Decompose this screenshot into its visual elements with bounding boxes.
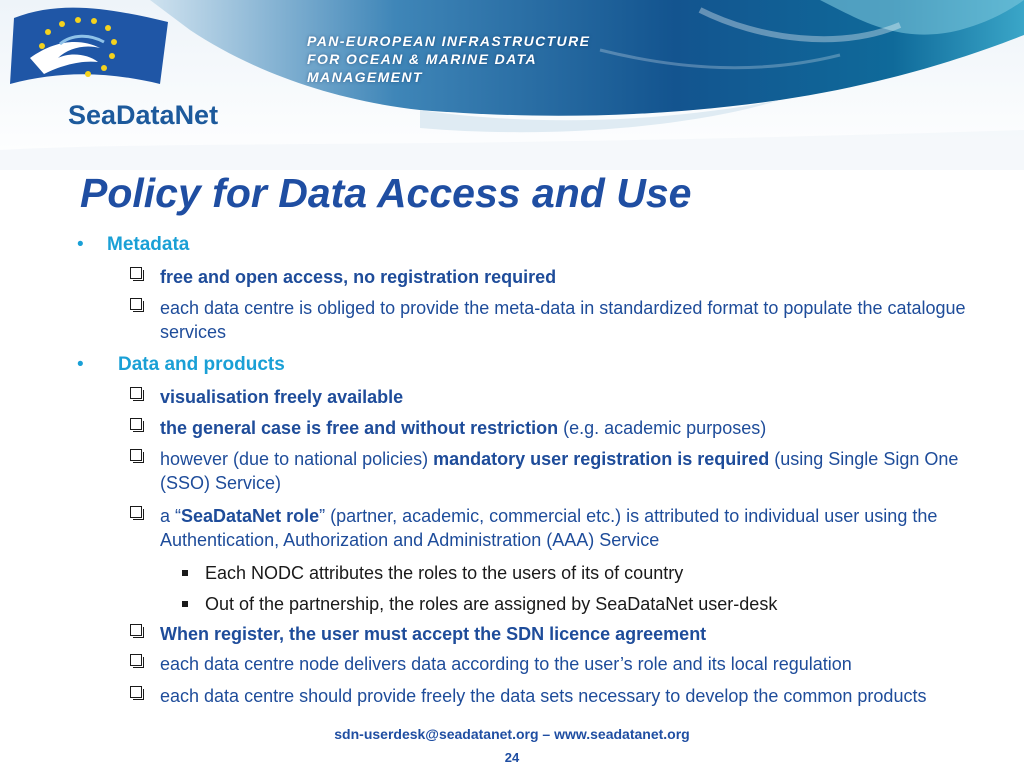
sub-list-item-text: Out of the partnership, the roles are assigned by SeaDataNet user-desk [205, 594, 778, 614]
bullet-data-and-products [77, 354, 285, 376]
bullet-data-and-products-heading: Data and products [118, 354, 285, 375]
bullet-dot: • [77, 234, 84, 255]
sub-list-item-text: Each NODC attributes the roles to the users of its of country [205, 563, 684, 583]
list-item-text: ” (partner, academic, commercial etc.) is attributed to individual user using the Authentication, Authorization and Administration (AAA) Service [160, 506, 938, 550]
list-item [160, 447, 970, 495]
list-item-text: (using Single Sign One (SSO) Service) [160, 449, 959, 493]
brand-name: SeaDataNet [68, 100, 219, 130]
slide-title: Policy for Data Access and Use [80, 170, 692, 216]
list-item-text: each data centre should provide freely the data sets necessary to develop the common products [160, 686, 927, 706]
list-item-bold-text: SeaDataNet role [181, 506, 320, 526]
bullet-dot: • [77, 354, 84, 375]
list-item-bold-text: mandatory user registration is required [433, 449, 770, 469]
list-item [160, 684, 990, 708]
checkbox-bullet-icon [130, 654, 142, 666]
checkbox-bullet-icon [130, 387, 142, 399]
square-bullet-icon [182, 601, 188, 607]
checkbox-bullet-icon [130, 506, 142, 518]
bullet-metadata-heading: Metadata [107, 234, 190, 255]
list-item [160, 416, 1000, 440]
sub-list-item [205, 592, 777, 616]
list-item-text: each data centre is obliged to provide the meta-data in standardized format to populate the catalogue services [160, 298, 966, 342]
list-item [160, 296, 990, 344]
list-item-text: (e.g. academic purposes) [558, 418, 767, 438]
sub-list-item [205, 561, 683, 585]
list-item-text: free and open access, no registration required [160, 267, 557, 287]
header-banner [0, 0, 1024, 170]
list-item-text: When register, the user must accept the SDN licence agreement [160, 624, 707, 644]
checkbox-bullet-icon [130, 686, 142, 698]
tagline-line-2: FOR OCEAN & MARINE DATA [307, 51, 538, 67]
list-item-text: however (due to national policies) [160, 449, 434, 469]
list-item [160, 652, 1000, 676]
footer-contact[interactable]: sdn-userdesk@seadatanet.org – www.seadatanet.org [334, 726, 690, 742]
list-item [160, 265, 1000, 289]
checkbox-bullet-icon [130, 624, 142, 636]
bullet-metadata [77, 234, 190, 256]
list-item-text: each data centre node delivers data according to the user’s role and its local regulation [160, 654, 852, 674]
checkbox-bullet-icon [130, 449, 142, 461]
list-item [160, 385, 1000, 409]
checkbox-bullet-icon [130, 298, 142, 310]
list-item [160, 504, 1005, 552]
list-item-text: a “ [160, 506, 182, 526]
checkbox-bullet-icon [130, 418, 142, 430]
tagline-line-3: MANAGEMENT [307, 69, 423, 85]
list-item-bold-text: the general case is free and without restriction [160, 418, 559, 438]
page-number: 24 [504, 750, 520, 765]
checkbox-bullet-icon [130, 267, 142, 279]
header-tagline [307, 32, 617, 86]
list-item [160, 622, 1000, 646]
seadatanet-flag-logo [0, 0, 225, 115]
square-bullet-icon [182, 570, 188, 576]
tagline-line-1: PAN-EUROPEAN INFRASTRUCTURE [307, 33, 591, 49]
list-item-text: visualisation freely available [160, 387, 404, 407]
